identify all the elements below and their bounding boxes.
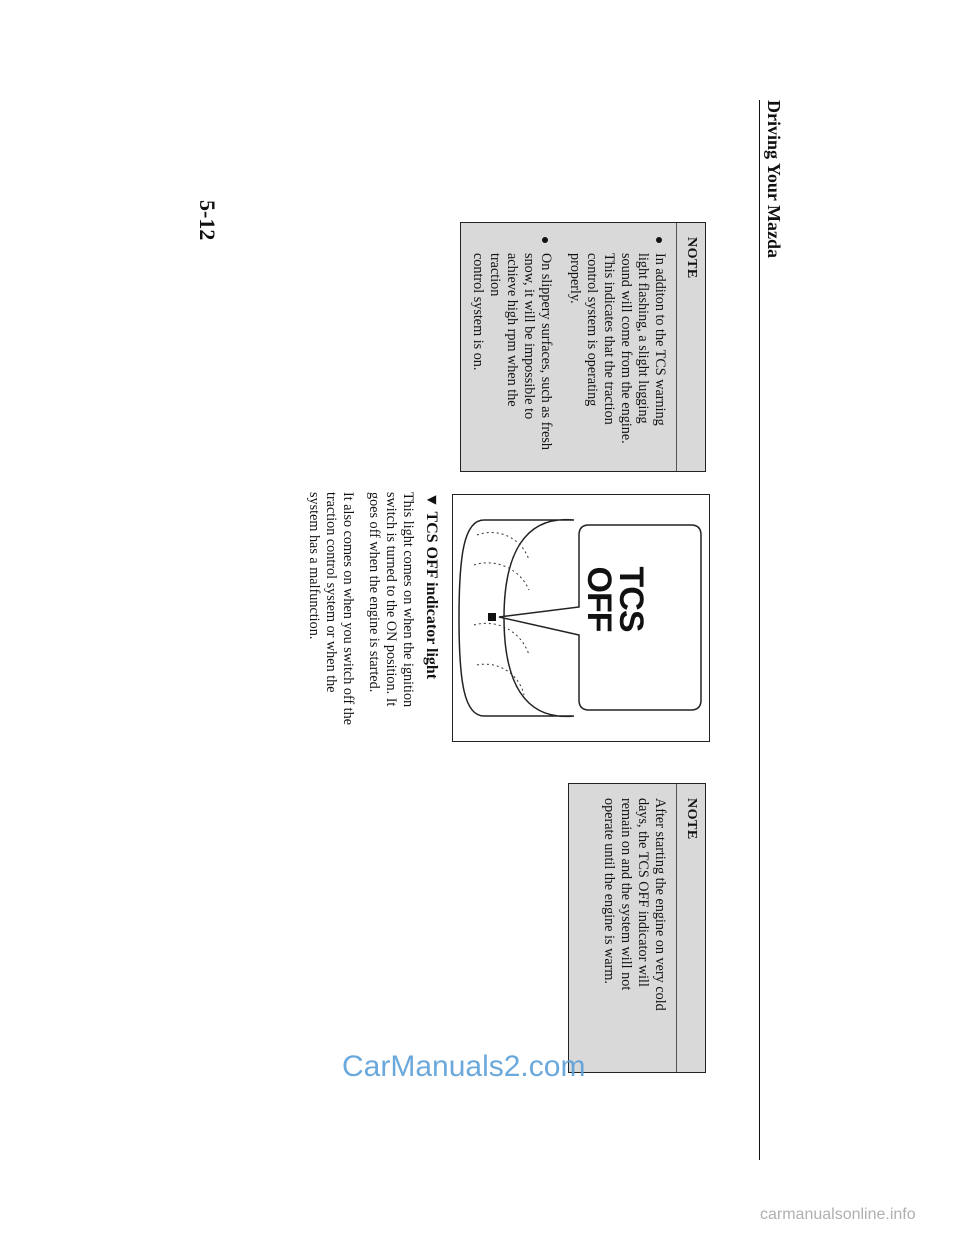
header-rule [759, 100, 760, 1160]
section-header: Driving Your Mazda [764, 100, 784, 259]
note-bullet-list [469, 237, 668, 453]
note-line: operate until the engine is warm. [601, 798, 617, 984]
note-bullet-item [469, 237, 554, 453]
tcs-off-lamp-icon [488, 613, 496, 621]
note-heading: NOTE [676, 223, 705, 471]
note-line: In additon to the TCS warning [652, 253, 668, 426]
section-title: ▼ TCS OFF indicator light [423, 492, 440, 680]
body-paragraph [365, 492, 416, 742]
callout-line: OFF [580, 566, 618, 632]
bullet-icon [656, 237, 662, 243]
body-line: traction control system or when the [323, 492, 339, 693]
note-box-right [568, 783, 706, 1073]
note-line: This indicates that the traction [601, 253, 617, 425]
note-line: snow, it will be impossible to [521, 253, 537, 420]
body-line: This light comes on when the ignition [400, 492, 416, 708]
watermark-primary: CarManuals2.com [342, 1050, 586, 1083]
body-paragraph [305, 492, 356, 742]
note-line: properly. [567, 253, 583, 304]
note-heading: NOTE [676, 784, 705, 1072]
body-line: system has a malfunction. [306, 492, 322, 640]
note-line: light flashing, a slight lugging [635, 253, 651, 424]
instrument-cluster-figure [452, 494, 710, 742]
watermark-secondary: carmanualsonline.info [760, 1206, 916, 1223]
note-line: control system is operating [584, 253, 600, 407]
bullet-icon [542, 237, 548, 243]
note-paragraph [600, 798, 668, 1054]
callout-line: TCS [612, 566, 650, 632]
note-line: After starting the engine on very cold [652, 798, 668, 1011]
note-line: On slippery surfaces, such as fresh [538, 253, 554, 450]
note-line: days, the TCS OFF indicator will [635, 798, 651, 987]
note-bullet-item [566, 237, 668, 453]
note-line: control system is on. [470, 253, 486, 371]
body-line: It also comes on when you switch off the [340, 492, 356, 725]
callout-label [580, 537, 650, 661]
note-box-left [460, 222, 706, 472]
body-line: switch is turned to the ON position. It [383, 492, 399, 707]
note-line: remain on and the system will not [618, 798, 634, 991]
note-line: sound will come from the engine. [618, 253, 634, 444]
body-line: goes off when the engine is started. [366, 492, 382, 693]
note-line: achieve high rpm when the traction [487, 253, 520, 407]
page-number: 5-12 [195, 200, 220, 241]
